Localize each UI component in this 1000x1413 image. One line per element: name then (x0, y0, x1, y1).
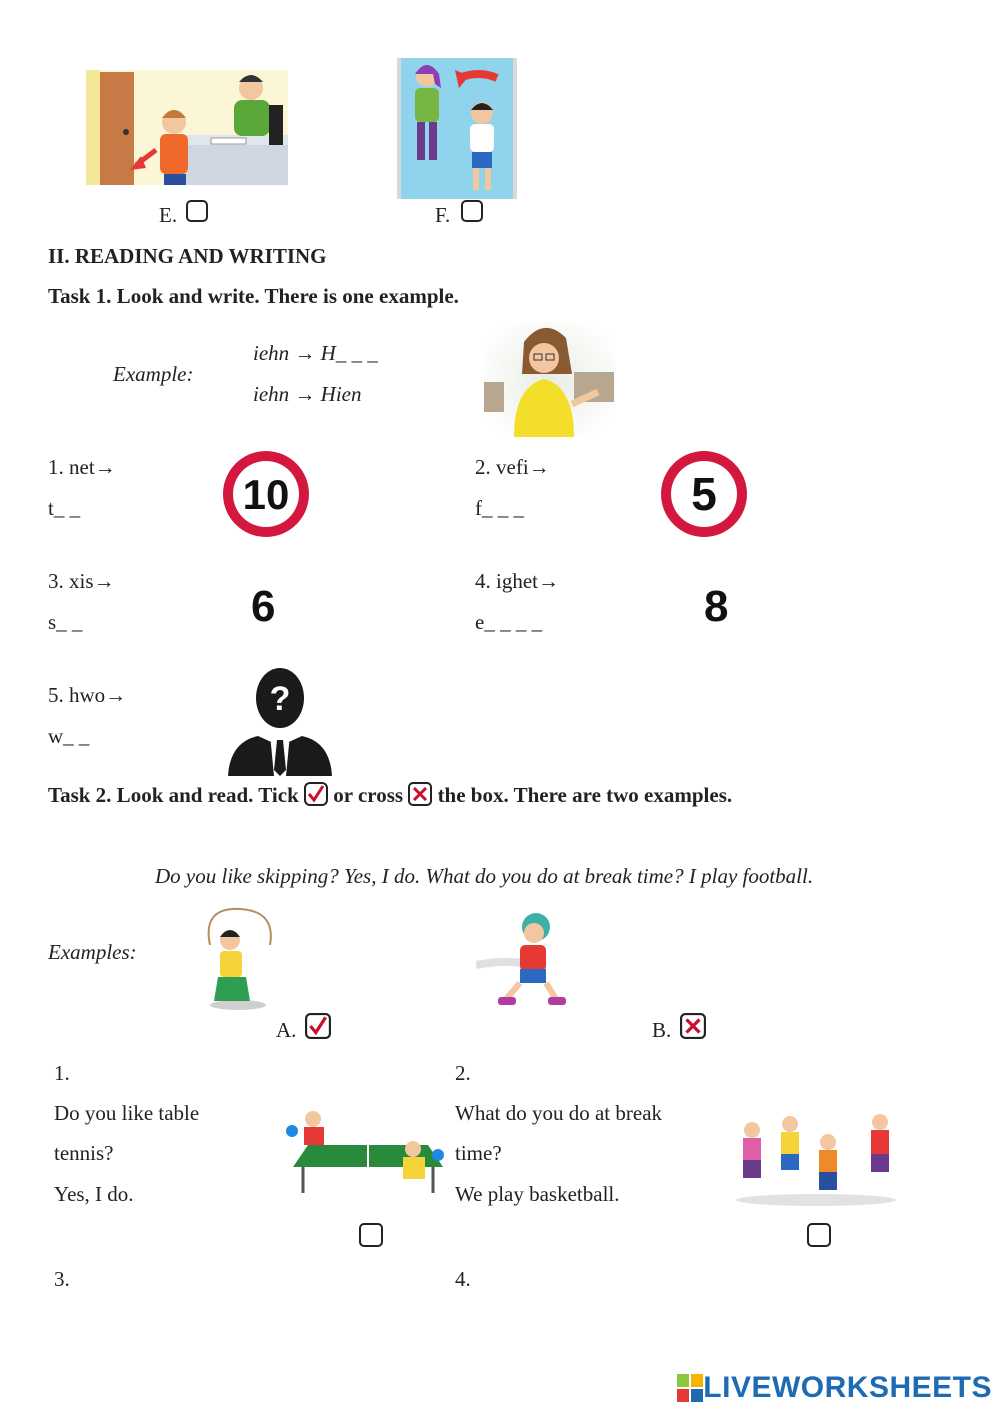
liveworksheets-logo (677, 1371, 992, 1405)
task2-item4-number: 4. (455, 1267, 471, 1291)
mystery-person-icon (228, 668, 332, 776)
option-f-label: F. (435, 203, 451, 227)
example-line-2: iehn → Hien (253, 382, 362, 406)
liveworksheets-logo-icon (677, 1374, 703, 1402)
task1-item2-prompt: 2. vefi→ (475, 455, 550, 479)
tick-icon (304, 782, 328, 806)
section-title: II. READING AND WRITING (48, 244, 327, 268)
number-8-picture: 8 (704, 582, 729, 631)
task2-title-part3: the box. There are two examples. (437, 783, 733, 807)
task2-example-sentences: Do you like skipping? Yes, I do. What do you do at break time? I play football. (155, 864, 814, 888)
number-6-picture: 6 (251, 582, 276, 631)
task2-item1-line3: Yes, I do. (54, 1182, 134, 1206)
task1-item5-prompt: 5. hwo→ (48, 683, 127, 707)
task2-item2-line3: We play basketball. (455, 1182, 620, 1206)
task2-examples-label: Examples: (48, 940, 137, 964)
option-f-checkbox[interactable] (461, 200, 483, 222)
task2-item2-line2: time? (455, 1141, 502, 1165)
task2-item2-checkbox[interactable] (807, 1223, 831, 1247)
example-b-label: B. (652, 1018, 672, 1042)
speed-sign-10-icon (221, 449, 311, 539)
task1-item1-prompt: 1. net→ (48, 455, 116, 479)
option-e-label: E. (159, 203, 178, 227)
example-label: Example: (113, 362, 194, 386)
example-a-label: A. (276, 1018, 297, 1042)
task2-title-part1: Task 2. Look and read. Tick (48, 783, 299, 807)
cross-icon (408, 782, 432, 806)
speed-sign-5-text: 5 (691, 468, 717, 520)
picture-girl-skipping (200, 905, 275, 1010)
picture-teacher (484, 322, 616, 437)
task1-item4-prompt: 4. ighet→ (475, 569, 559, 593)
task2-item3-number: 3. (54, 1267, 70, 1291)
task2-item1-line2: tennis? (54, 1141, 114, 1165)
svg-text:?: ? (269, 680, 291, 718)
speed-sign-5-icon (659, 449, 749, 539)
task2-item1-checkbox[interactable] (359, 1223, 383, 1247)
task2-item2-line1: What do you do at break (455, 1101, 663, 1125)
example-a-tick-checkbox (305, 1013, 331, 1039)
task2-item1-number: 1. (54, 1061, 70, 1085)
picture-boy-rollerskating (476, 905, 581, 1010)
task1-item3-answer[interactable]: s_ _ (48, 610, 83, 634)
example-line-1: iehn → H_ _ _ (253, 341, 378, 365)
picture-children-playing (730, 1108, 902, 1208)
task1-item2-answer[interactable]: f_ _ _ (475, 496, 524, 520)
task1-item1-answer[interactable]: t_ _ (48, 496, 81, 520)
liveworksheets-logo-text: LIVEWORKSHEETS (703, 1371, 992, 1404)
task2-item1-line1: Do you like table (54, 1101, 200, 1125)
task1-item4-answer[interactable]: e_ _ _ _ (475, 610, 543, 634)
task2-title (48, 782, 732, 808)
task1-item3-prompt: 3. xis→ (48, 569, 115, 593)
picture-boy-knocking-door (86, 70, 288, 185)
picture-girl-and-boy-greeting (397, 58, 517, 199)
speed-sign-10-text: 10 (242, 471, 290, 518)
task2-item2-number: 2. (455, 1061, 471, 1085)
task2-title-part2: or cross (333, 783, 404, 807)
task1-item5-answer[interactable]: w_ _ (48, 724, 90, 748)
task1-title: Task 1. Look and write. There is one example. (48, 284, 459, 308)
option-e-checkbox[interactable] (186, 200, 208, 222)
example-b-cross-checkbox (680, 1013, 706, 1039)
picture-table-tennis (278, 1105, 448, 1195)
